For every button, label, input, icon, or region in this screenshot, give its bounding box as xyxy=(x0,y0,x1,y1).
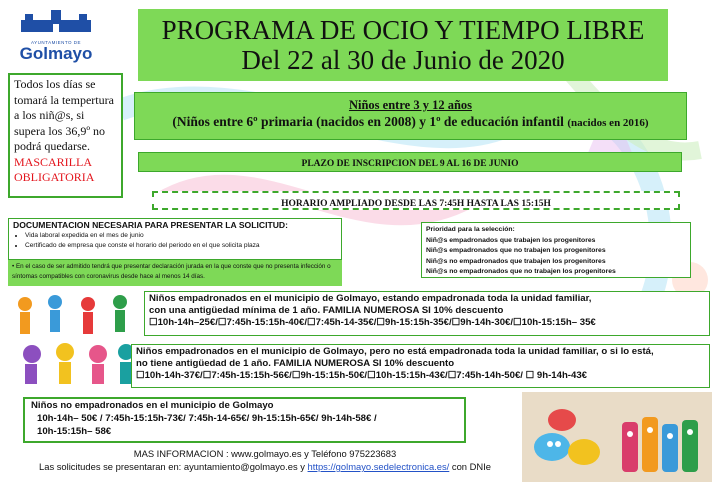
sport-figure xyxy=(48,295,62,309)
block3-title: Niños no empadronados en el municipio de Golmayo xyxy=(31,400,274,411)
documentation-item: • Vida laboral expedida en el mes de junio xyxy=(25,231,337,241)
sede-electronica-link[interactable]: https://golmayo.sedelectronica.es/ xyxy=(307,461,450,472)
fees-not-registered xyxy=(23,397,466,443)
temperature-note xyxy=(8,73,123,198)
page-dates: Del 22 al 30 de Junio de 2020 xyxy=(241,45,565,75)
priority-box xyxy=(421,222,691,278)
priority-item: Niñ@s no empadronados que no trabajen los progenitores xyxy=(426,268,616,275)
documentation-list xyxy=(13,231,337,251)
covid-declaration xyxy=(8,260,342,286)
crafts-photo xyxy=(522,392,712,482)
sport-figure xyxy=(113,295,127,309)
priority-title: Prioridad para la selección: xyxy=(426,226,515,233)
block2-line1: Niños empadronados en el municipio de Golmayo, pero no está empadronada toda la unidad familiar, o si lo está, xyxy=(136,346,654,357)
schedule-text: HORARIO AMPLIADO DESDE LAS 7:45H HASTA LAS 15:15H xyxy=(281,199,551,209)
page-title: PROGRAMA DE OCIO Y TIEMPO LIBRE xyxy=(161,15,645,45)
block1-line1: Niños empadronados en el municipio de Golmayo, estando empadronada toda la unidad familiar, xyxy=(149,293,592,304)
ages-detail-main: (Niños entre 6º primaria (nacidos en 2008) y 1º de educación infantil xyxy=(172,114,568,129)
sports-illustration xyxy=(10,292,140,392)
footer-apply xyxy=(10,460,520,474)
sport-figure xyxy=(81,297,95,311)
block3-prices-line1: 10h-14h– 50€ / 7:45h-15:15h-73€/ 7:45h-14-65€/ 9h-15:15h-65€/ 9h-14h-58€ / xyxy=(37,412,377,424)
logo-caption: AYUNTAMIENTO DE xyxy=(30,40,81,45)
documentation-box xyxy=(8,218,342,260)
fees-registered-full-family xyxy=(144,291,710,336)
priority-item: Niñ@s empadronados que trabajen los progenitores xyxy=(426,236,596,244)
castle-icon xyxy=(17,8,95,34)
mask-notice: MASCARILLA OBLIGATORIA xyxy=(14,154,95,184)
inscription-text: PLAZO DE INSCRIPCION DEL 9 AL 16 DE JUNIO xyxy=(301,159,519,169)
documentation-title: DOCUMENTACION NECESARIA PARA PRESENTAR LA SOLICITUD: xyxy=(13,220,288,230)
footer-apply-suffix: con DNIe xyxy=(449,461,491,472)
footer xyxy=(10,448,520,482)
program-header xyxy=(138,9,668,81)
documentation-item: • Certificado de empresa que conste el horario del periodo en el que solicita plaza xyxy=(25,241,337,251)
covid-text-symptoms: infección o síntomas compatibles con coronavirus desde hace al menos 14 días. xyxy=(12,263,331,280)
inscription-period xyxy=(138,152,682,172)
ages-box xyxy=(134,92,687,140)
block3-prices-line2: 10h-15:15h– 58€ xyxy=(37,425,112,437)
priority-item: Niñ@s no empadronados que trabajen los progenitores xyxy=(426,257,606,265)
block1-prices: ☐10h-14h–25€/☐7:45h-15:15h-40€/☐7:45h-14-35€/☐9h-15:15h-35€/☐9h-14h-30€/☐10h-15:15h– 35€ xyxy=(149,317,596,328)
ages-range: Niños entre 3 y 12 años xyxy=(348,98,473,112)
municipality-logo xyxy=(6,8,106,68)
sport-figure xyxy=(18,297,32,311)
block2-prices: ☐10h-14h-37€/☐7:45h-15:15h-56€/☐9h-15:15h-50€/☐10h-15:15h-43€/☐7:45h-14h-50€/ ☐ 9h-14h-43€ xyxy=(136,370,588,381)
ages-detail xyxy=(135,113,686,132)
logo-name: Golmayo xyxy=(19,44,93,63)
fees-registered-partial-family xyxy=(131,344,710,388)
covid-text-main: En el caso de ser admitido tendrá que presentar declaración jurada en la que conste que no presenta xyxy=(15,263,301,270)
footer-info: MAS INFORMACION : www.golmayo.es y Teléfono 975223683 xyxy=(133,448,397,459)
extended-schedule xyxy=(152,191,680,210)
block1-line2: con una antigüedad mínima de 1 año. FAMILIA NUMEROSA SI 10% descuento xyxy=(149,304,504,316)
ages-detail-year: (nacidos en 2016) xyxy=(567,117,649,129)
priority-item: Niñ@s empadronados que no trabajen los progenitores xyxy=(426,247,606,254)
covid-text: • En el caso de ser admitido tendrá que presentar declaración jurada en la que conste que no presenta infección o síntomas compatibles con coronavirus desde hace al menos 14 días. xyxy=(12,263,331,280)
footer-apply-text: Las solicitudes se presentaran en: ayuntamiento@golmayo.es y xyxy=(39,461,308,472)
temperature-text: Todos los días se tomará la tempertura a los niñ@s, si supera los 36,9º no podrá quedarse. xyxy=(14,77,114,153)
block2-line2: no tiene antigüedad de 1 año. FAMILIA NUMEROSA SI 10% descuento xyxy=(136,357,455,369)
